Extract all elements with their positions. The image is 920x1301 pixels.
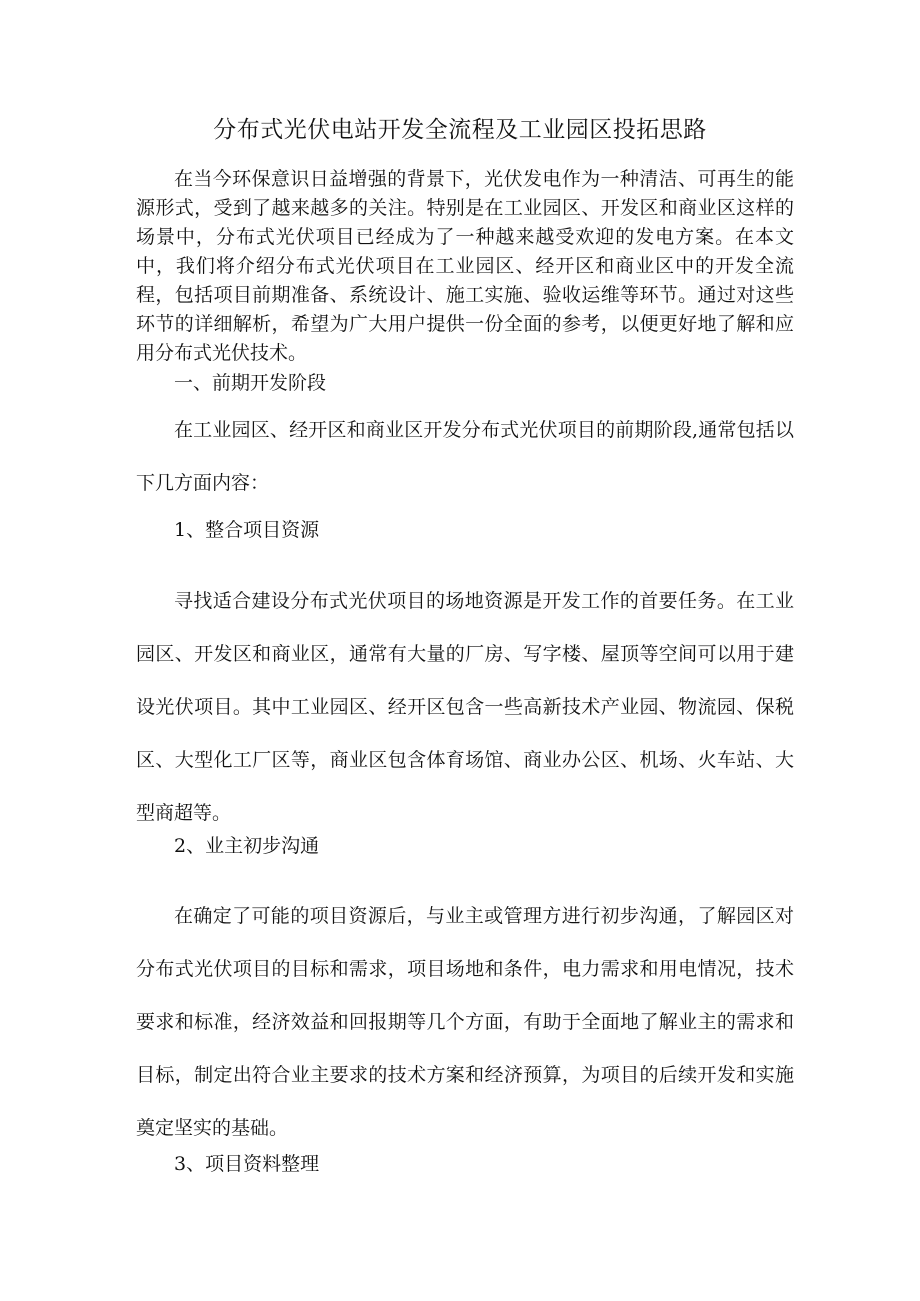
paragraph-integrate-resources: 寻找适合建设分布式光伏项目的场地资源是开发工作的首要任务。在工业园区、开发区和商业区，通常有大量的厂房、写字楼、屋顶等空间可以用于建设光伏项目。其中工业园区、经开区包含一些高新技术产业园、物流园、保税区、大型化工厂区等，商业区包含体育场馆、商业办公区、机场、火车站、大型商超等。 [136,590,794,824]
section-heading-early-development: 一、前期开发阶段 [174,372,327,394]
page-title: 分布式光伏电站开发全流程及工业园区投拓思路 [213,117,707,143]
paragraph-owner-communication: 在确定了可能的项目资源后，与业主或管理方进行初步沟通，了解园区对分布式光伏项目的目标和需求，项目场地和条件，电力需求和用电情况，技术要求和标准，经济效益和回报期等几个方面，有助于全面地了解业主的需求和目标，制定出符合业主要求的技术方案和经济预算，为项目的后续开发和实施奠定坚实的基础。 [136,905,794,1139]
section-paragraph-early-development: 在工业园区、经开区和商业区开发分布式光伏项目的前期阶段,通常包括以下几方面内容： [136,419,794,494]
intro-paragraph: 在当今环保意识日益增强的背景下，光伏发电作为一种清洁、可再生的能源形式，受到了越来越多的关注。特别是在工业园区、开发区和商业区这样的场景中，分布式光伏项目已经成为了一种越来越受欢迎的发电方案。在本文中，我们将介绍分布式光伏项目在工业园区、经开区和商业区中的开发全流程，包括项目前期准备、系统设计、施工实施、验收运维等环节。通过对这些环节的详细解析，希望为广大用户提供一份全面的参考，以便更好地了解和应用分布式光伏技术。 [136,168,794,364]
subheading-integrate-resources: 1、整合项目资源 [174,519,320,541]
subheading-project-materials: 3、项目资料整理 [174,1153,320,1175]
subheading-owner-communication: 2、业主初步沟通 [174,835,320,857]
